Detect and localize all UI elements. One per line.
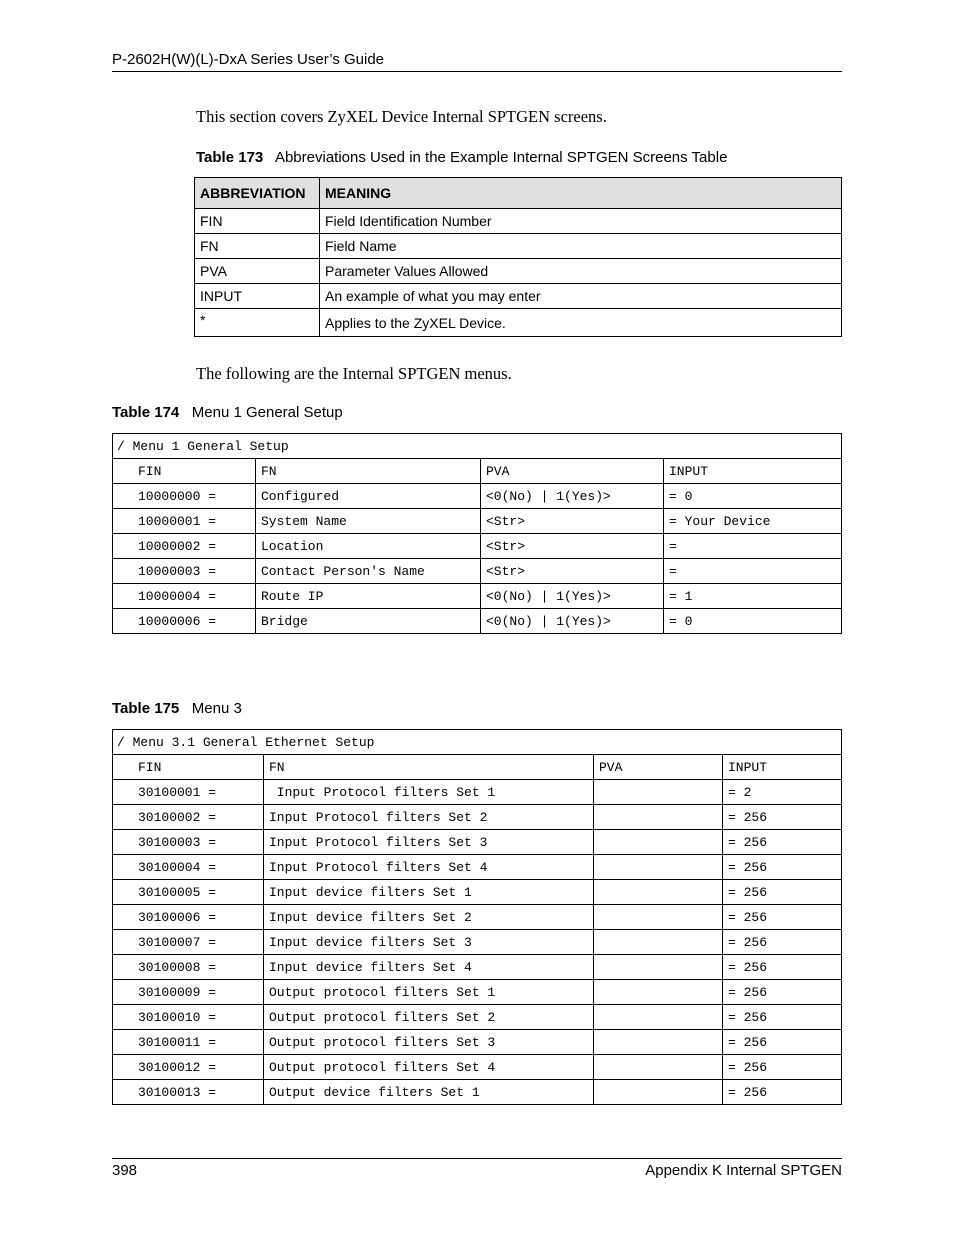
input-cell: = Your Device — [664, 509, 842, 534]
input-cell: = 256 — [723, 930, 842, 955]
fn-cell: Output device filters Set 1 — [264, 1080, 594, 1105]
menu-3-table — [112, 729, 842, 1105]
table-row — [195, 309, 842, 337]
caption-text: Menu 3 — [191, 700, 242, 717]
fin-cell: 30100004 = — [113, 855, 264, 880]
fn-cell: Contact Person's Name — [256, 559, 481, 584]
pva-cell — [594, 830, 723, 855]
meaning-cell: An example of what you may enter — [320, 284, 842, 309]
caption-number: Table 174 — [112, 404, 180, 421]
table-row — [113, 584, 842, 609]
caption-number: Table 175 — [112, 700, 180, 717]
footer-divider — [112, 1158, 842, 1159]
pva-cell — [594, 855, 723, 880]
page-header: P-2602H(W)(L)-DxA Series User’s Guide — [112, 51, 385, 68]
column-header: PVA — [481, 459, 664, 484]
fin-cell: 30100007 = — [113, 930, 264, 955]
meaning-cell: Field Name — [320, 234, 842, 259]
fin-cell: 30100001 = — [113, 780, 264, 805]
abbreviation-cell: * — [195, 309, 320, 337]
pva-cell — [594, 1030, 723, 1055]
page-number: 398 — [112, 1162, 138, 1179]
menu-title: / Menu 1 General Setup — [113, 434, 842, 459]
meaning-cell: Parameter Values Allowed — [320, 259, 842, 284]
table-175-caption — [112, 700, 242, 717]
fn-cell: Input Protocol filters Set 2 — [264, 805, 594, 830]
fin-cell: 10000000 = — [113, 484, 256, 509]
fin-cell: 30100009 = — [113, 980, 264, 1005]
table-row — [113, 509, 842, 534]
pva-cell: <0(No) | 1(Yes)> — [481, 584, 664, 609]
fin-cell: 10000001 = — [113, 509, 256, 534]
fn-cell: Location — [256, 534, 481, 559]
table-header-row — [195, 178, 842, 209]
abbreviation-cell: FIN — [195, 209, 320, 234]
input-cell: = 256 — [723, 1080, 842, 1105]
abbreviations-table — [194, 177, 842, 337]
column-header: ABBREVIATION — [195, 178, 320, 209]
fin-cell: 30100003 = — [113, 830, 264, 855]
pva-cell — [594, 905, 723, 930]
table-row — [113, 905, 842, 930]
table-header-row — [113, 459, 842, 484]
input-cell: = 256 — [723, 1055, 842, 1080]
table-row — [113, 980, 842, 1005]
table-row — [113, 805, 842, 830]
column-header: PVA — [594, 755, 723, 780]
pva-cell: <0(No) | 1(Yes)> — [481, 609, 664, 634]
table-row — [113, 534, 842, 559]
fin-cell: 30100008 = — [113, 955, 264, 980]
fin-cell: 30100011 = — [113, 1030, 264, 1055]
table-row — [113, 1005, 842, 1030]
column-header: MEANING — [320, 178, 842, 209]
caption-number: Table 173 — [196, 149, 264, 166]
pva-cell: <Str> — [481, 559, 664, 584]
input-cell: = 256 — [723, 830, 842, 855]
menu-1-table — [112, 433, 842, 634]
table-row — [113, 1030, 842, 1055]
table-title-row — [113, 434, 842, 459]
table-row — [195, 209, 842, 234]
fn-cell: Input device filters Set 1 — [264, 880, 594, 905]
table-row — [113, 609, 842, 634]
fin-cell: 30100010 = — [113, 1005, 264, 1030]
column-header: INPUT — [664, 459, 842, 484]
input-cell: = 256 — [723, 855, 842, 880]
table-row — [113, 955, 842, 980]
input-cell: = 0 — [664, 609, 842, 634]
fn-cell: Input device filters Set 2 — [264, 905, 594, 930]
fin-cell: 30100013 = — [113, 1080, 264, 1105]
pva-cell — [594, 930, 723, 955]
fn-cell: Input device filters Set 3 — [264, 930, 594, 955]
fin-cell: 10000002 = — [113, 534, 256, 559]
pva-cell: <0(No) | 1(Yes)> — [481, 484, 664, 509]
fn-cell: Input Protocol filters Set 4 — [264, 855, 594, 880]
input-cell: = 256 — [723, 955, 842, 980]
pva-cell — [594, 780, 723, 805]
caption-text: Abbreviations Used in the Example Internal SPTGEN Screens Table — [274, 149, 728, 166]
input-cell: = — [664, 559, 842, 584]
pva-cell — [594, 1080, 723, 1105]
table-row — [195, 259, 842, 284]
fn-cell: Bridge — [256, 609, 481, 634]
pva-cell — [594, 1055, 723, 1080]
table-row — [113, 1055, 842, 1080]
menus-intro-paragraph: The following are the Internal SPTGEN menus. — [196, 364, 512, 383]
pva-cell — [594, 980, 723, 1005]
meaning-cell: Field Identification Number — [320, 209, 842, 234]
caption-text: Menu 1 General Setup — [191, 404, 343, 421]
fn-cell: Route IP — [256, 584, 481, 609]
pva-cell — [594, 1005, 723, 1030]
input-cell: = — [664, 534, 842, 559]
abbreviation-cell: FN — [195, 234, 320, 259]
table-173-caption — [196, 149, 727, 166]
table-row — [195, 234, 842, 259]
table-row — [113, 880, 842, 905]
intro-paragraph: This section covers ZyXEL Device Internal SPTGEN screens. — [196, 107, 607, 126]
table-row — [113, 1080, 842, 1105]
fin-cell: 30100012 = — [113, 1055, 264, 1080]
table-row — [113, 559, 842, 584]
abbreviation-cell: PVA — [195, 259, 320, 284]
table-row — [195, 284, 842, 309]
input-cell: = 0 — [664, 484, 842, 509]
table-title-row — [113, 730, 842, 755]
fn-cell: Configured — [256, 484, 481, 509]
meaning-cell: Applies to the ZyXEL Device. — [320, 309, 842, 337]
pva-cell — [594, 955, 723, 980]
abbreviation-cell: INPUT — [195, 284, 320, 309]
fn-cell: Output protocol filters Set 3 — [264, 1030, 594, 1055]
table-header-row — [113, 755, 842, 780]
menu-title: / Menu 3.1 General Ethernet Setup — [113, 730, 842, 755]
input-cell: = 256 — [723, 805, 842, 830]
table-row — [113, 484, 842, 509]
fn-cell: Output protocol filters Set 4 — [264, 1055, 594, 1080]
input-cell: = 256 — [723, 980, 842, 1005]
pva-cell: <Str> — [481, 534, 664, 559]
fin-cell: 10000003 = — [113, 559, 256, 584]
table-row — [113, 830, 842, 855]
column-header: FN — [264, 755, 594, 780]
input-cell: = 1 — [664, 584, 842, 609]
table-row — [113, 855, 842, 880]
header-divider — [112, 71, 842, 72]
fin-cell: 30100002 = — [113, 805, 264, 830]
column-header: INPUT — [723, 755, 842, 780]
input-cell: = 256 — [723, 905, 842, 930]
input-cell: = 256 — [723, 880, 842, 905]
footer-section-title: Appendix K Internal SPTGEN — [645, 1162, 842, 1179]
column-header: FN — [256, 459, 481, 484]
fn-cell: Input Protocol filters Set 1 — [264, 780, 594, 805]
fin-cell: 30100006 = — [113, 905, 264, 930]
fn-cell: Output protocol filters Set 1 — [264, 980, 594, 1005]
pva-cell — [594, 805, 723, 830]
table-row — [113, 930, 842, 955]
fin-cell: 10000004 = — [113, 584, 256, 609]
fin-cell: 30100005 = — [113, 880, 264, 905]
table-174-caption — [112, 404, 343, 421]
pva-cell — [594, 880, 723, 905]
fn-cell: Input Protocol filters Set 3 — [264, 830, 594, 855]
fin-cell: 10000006 = — [113, 609, 256, 634]
input-cell: = 2 — [723, 780, 842, 805]
input-cell: = 256 — [723, 1005, 842, 1030]
fn-cell: System Name — [256, 509, 481, 534]
fn-cell: Input device filters Set 4 — [264, 955, 594, 980]
pva-cell: <Str> — [481, 509, 664, 534]
table-row — [113, 780, 842, 805]
column-header: FIN — [113, 459, 256, 484]
input-cell: = 256 — [723, 1030, 842, 1055]
column-header: FIN — [113, 755, 264, 780]
fn-cell: Output protocol filters Set 2 — [264, 1005, 594, 1030]
